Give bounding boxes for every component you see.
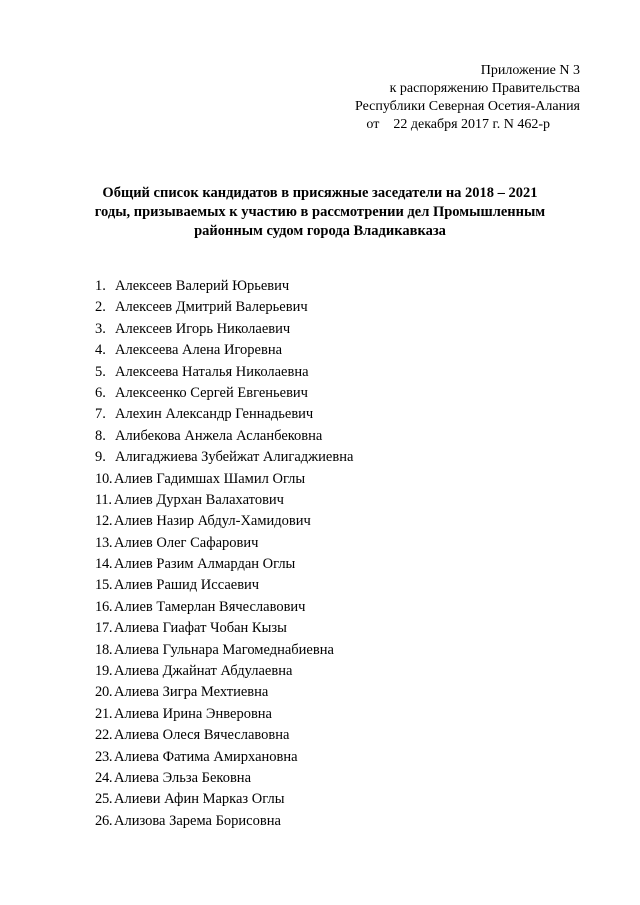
list-item-number: 14. bbox=[95, 556, 113, 573]
list-item-number: 16. bbox=[95, 598, 113, 615]
list-item bbox=[95, 490, 353, 511]
list-item bbox=[95, 297, 353, 318]
candidate-name: Алексеева Алена Игоревна bbox=[115, 342, 283, 359]
list-item-number: 12. bbox=[95, 513, 113, 530]
list-item-number: 15. bbox=[95, 577, 113, 594]
list-item-number: 19. bbox=[95, 663, 113, 680]
candidate-name: Алиев Дурхан Валахатович bbox=[114, 491, 284, 508]
list-item-number: 25. bbox=[95, 791, 113, 808]
candidate-name: Алиева Гиафат Чобан Кызы bbox=[114, 620, 287, 637]
appendix-number: Приложение N 3 bbox=[480, 63, 580, 78]
list-item-number: 17. bbox=[95, 620, 113, 637]
list-item-number: 2. bbox=[95, 299, 106, 316]
list-item bbox=[95, 618, 353, 639]
list-item bbox=[95, 554, 353, 575]
list-item bbox=[95, 661, 353, 682]
candidate-name: Алибекова Анжела Асланбековна bbox=[115, 427, 323, 444]
list-item-number: 7. bbox=[95, 406, 106, 423]
list-item-number: 26. bbox=[95, 812, 113, 829]
list-item-number: 4. bbox=[95, 342, 106, 359]
candidate-name: Алиев Разим Алмардан Оглы bbox=[114, 556, 296, 573]
appendix-republic: Республики Северная Осетия-Алания bbox=[355, 99, 580, 114]
candidate-name: Алехин Александр Геннадьевич bbox=[115, 406, 314, 423]
candidate-name: Алиев Назир Абдул-Хамидович bbox=[114, 513, 311, 530]
candidate-name: Алигаджиева Зубейжат Алигаджиевна bbox=[115, 449, 354, 466]
list-item bbox=[95, 575, 353, 596]
candidate-name: Алиева Олеся Вячеславовна bbox=[114, 727, 290, 744]
list-item-number: 21. bbox=[95, 705, 113, 722]
candidate-name: Алиев Олег Сафарович bbox=[114, 534, 259, 551]
list-item bbox=[95, 640, 353, 661]
candidate-name: Ализова Зарема Борисовна bbox=[114, 812, 281, 829]
candidate-name: Алиев Гадимшах Шамил Оглы bbox=[114, 470, 306, 487]
list-item bbox=[95, 276, 353, 297]
list-item-number: 8. bbox=[95, 427, 106, 444]
list-item bbox=[95, 725, 353, 746]
list-item bbox=[95, 789, 353, 810]
list-item bbox=[95, 447, 353, 468]
list-item-number: 20. bbox=[95, 684, 113, 701]
list-item bbox=[95, 533, 353, 554]
list-item-number: 24. bbox=[95, 769, 113, 786]
list-item bbox=[95, 768, 353, 789]
candidate-list bbox=[95, 276, 353, 832]
list-item bbox=[95, 362, 353, 383]
candidate-name: Алиеви Афин Марказ Оглы bbox=[114, 791, 285, 808]
list-item bbox=[95, 319, 353, 340]
appendix-header bbox=[355, 62, 580, 134]
candidate-name: Алексеев Игорь Николаевич bbox=[115, 320, 291, 337]
list-item bbox=[95, 597, 353, 618]
list-item bbox=[95, 682, 353, 703]
list-item bbox=[95, 404, 353, 425]
list-item-number: 22. bbox=[95, 727, 113, 744]
candidate-name: Алиев Тамерлан Вячеславович bbox=[114, 598, 306, 615]
document-title bbox=[70, 184, 570, 241]
list-item-number: 3. bbox=[95, 320, 106, 337]
list-item-number: 9. bbox=[95, 449, 106, 466]
list-item bbox=[95, 704, 353, 725]
list-item-number: 6. bbox=[95, 384, 106, 401]
candidate-name: Алиев Рашид Иссаевич bbox=[114, 577, 260, 594]
list-item-number: 18. bbox=[95, 641, 113, 658]
candidate-name: Алексеенко Сергей Евгеньевич bbox=[115, 384, 308, 401]
list-item bbox=[95, 469, 353, 490]
candidate-name: Алиева Эльза Бековна bbox=[114, 769, 251, 786]
appendix-date: от 22 декабря 2017 г. N 462-р bbox=[366, 117, 550, 132]
list-item-number: 13. bbox=[95, 534, 113, 551]
list-item bbox=[95, 426, 353, 447]
list-item bbox=[95, 340, 353, 361]
title-line-2: годы, призываемых к участию в рассмотрении дел Промышленным bbox=[94, 204, 546, 220]
list-item-number: 10. bbox=[95, 470, 113, 487]
candidate-name: Алиева Зигра Мехтиевна bbox=[114, 684, 269, 701]
candidate-name: Алексеев Валерий Юрьевич bbox=[115, 278, 290, 294]
list-item-number: 23. bbox=[95, 748, 113, 765]
candidate-name: Алексеев Дмитрий Валерьевич bbox=[115, 299, 308, 316]
list-item bbox=[95, 511, 353, 532]
title-line-3: районным судом города Владикавказа bbox=[194, 223, 446, 239]
list-item-number: 1. bbox=[95, 278, 106, 294]
list-item-number: 11. bbox=[95, 491, 112, 508]
list-item bbox=[95, 383, 353, 404]
candidate-name: Алиева Ирина Энверовна bbox=[114, 705, 272, 722]
list-item-number: 5. bbox=[95, 363, 106, 380]
appendix-order-ref: к распоряжению Правительства bbox=[389, 81, 580, 96]
title-line-1: Общий список кандидатов в присяжные заседатели на 2018 – 2021 bbox=[102, 185, 538, 201]
candidate-name: Алиева Джайнат Абдулаевна bbox=[114, 663, 293, 680]
candidate-name: Алиева Гульнара Магомеднабиевна bbox=[114, 641, 334, 658]
candidate-name: Алиева Фатима Амирхановна bbox=[114, 748, 298, 765]
list-item bbox=[95, 747, 353, 768]
candidate-name: Алексеева Наталья Николаевна bbox=[115, 363, 309, 380]
list-item bbox=[95, 811, 353, 832]
